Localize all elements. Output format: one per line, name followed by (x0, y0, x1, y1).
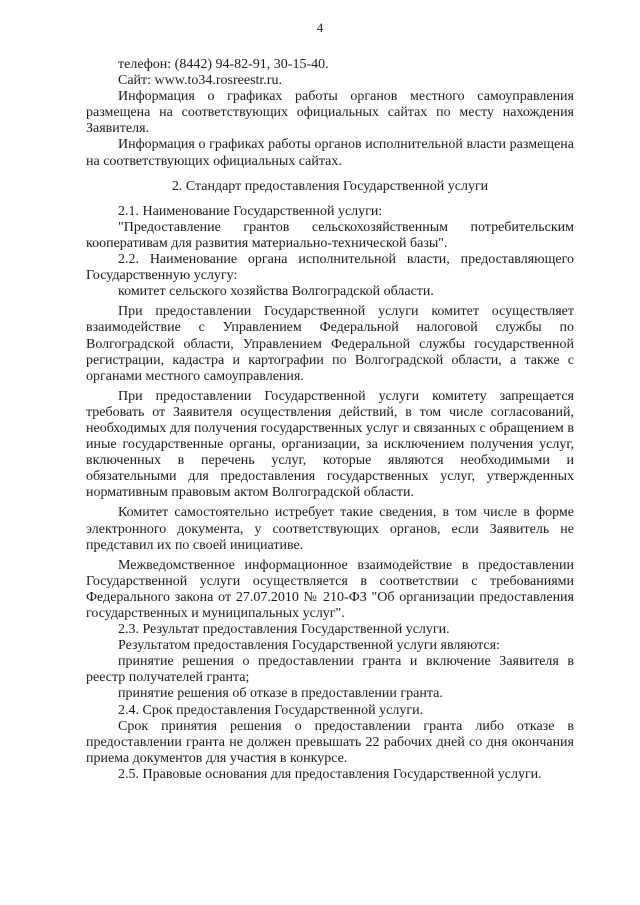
paragraph-result-heading: 2.3. Результат предоставления Государственной услуги. (118, 622, 450, 638)
paragraph-legal-basis-heading: 2.5. Правовые основания для предоставления Государственной услуги. (118, 766, 542, 782)
paragraph-service-name-heading: 2.1. Наименование Государственной услуги: (118, 203, 383, 219)
paragraph-result-grant: принятие решения о предоставлении гранта и включение Заявителя в реестр получателей гранта; (86, 654, 574, 686)
paragraph-local-schedule-info: Информация о графиках работы органов местного самоуправления размещена на соответствующих официальных сайтах по месту нахождения Заявителя. (86, 89, 574, 137)
paragraph-term-heading: 2.4. Срок предоставления Государственной услуги. (118, 702, 424, 718)
document-body (86, 57, 574, 783)
paragraph-authority-name: комитет сельского хозяйства Волгоградской области. (118, 284, 434, 300)
paragraph-prohibition: При предоставлении Государственной услуги комитету запрещается требовать от Заявителя осуществления действий, в том числе согласований, необходимых для получения государственных услуг и связанных с обращением в иные государственные органы, организации, за исключением получения услуг, включенных в перечень услуг, которые являются необходимыми и обязательными для предоставления государственных услуг, утвержденных нормативным правовым актом Волгоградской области. (86, 388, 574, 501)
paragraph-self-request: Комитет самостоятельно истребует такие сведения, в том числе в форме электронного документа, у соответствующих органов, если Заявитель не представил их по своей инициативе. (86, 505, 574, 553)
paragraph-phone: телефон: (8442) 94-82-91, 30-15-40. (118, 57, 329, 72)
section-heading: 2. Стандарт предоставления Государственной услуги (171, 178, 489, 194)
paragraph-interdepartmental: Межведомственное информационное взаимодействие в предоставлении Государственной услуги осуществляется в соответствии с требованиями Федерального закона от 27.07.2010 № 210-ФЗ "Об организации предоставления государственных и муниципальных услуг". (86, 557, 574, 621)
paragraph-website: Сайт: www.to34.rosreestr.ru. (118, 73, 282, 89)
paragraph-result-intro: Результатом предоставления Государственной услуги являются: (118, 638, 500, 654)
paragraph-term: Срок принятия решения о предоставлении гранта либо отказе в предоставлении гранта не должен превышать 22 рабочих дней со дня окончания приема документов для участия в конкурсе. (86, 718, 574, 766)
paragraph-result-refusal: принятие решения об отказе в предоставлении гранта. (118, 686, 443, 702)
paragraph-interaction: При предоставлении Государственной услуги комитет осуществляет взаимодействие с Управлением Федеральной налоговой службы по Волгоградской области, Управлением Федеральной службы государственной регистрации, кадастра и картографии по Волгоградской области, а также с органами местного самоуправления. (86, 304, 574, 384)
paragraph-authority-heading: 2.2. Наименование органа исполнительной власти, предоставляющего Государственную услугу: (86, 252, 574, 284)
page-number: 4 (316, 20, 324, 35)
paragraph-service-name: "Предоставление грантов сельскохозяйственным потребительским кооперативам для развития материально-технической базы". (86, 219, 574, 251)
paragraph-executive-schedule-info: Информация о графиках работы органов исполнительной власти размещена на соответствующих официальных сайтах. (86, 137, 574, 169)
